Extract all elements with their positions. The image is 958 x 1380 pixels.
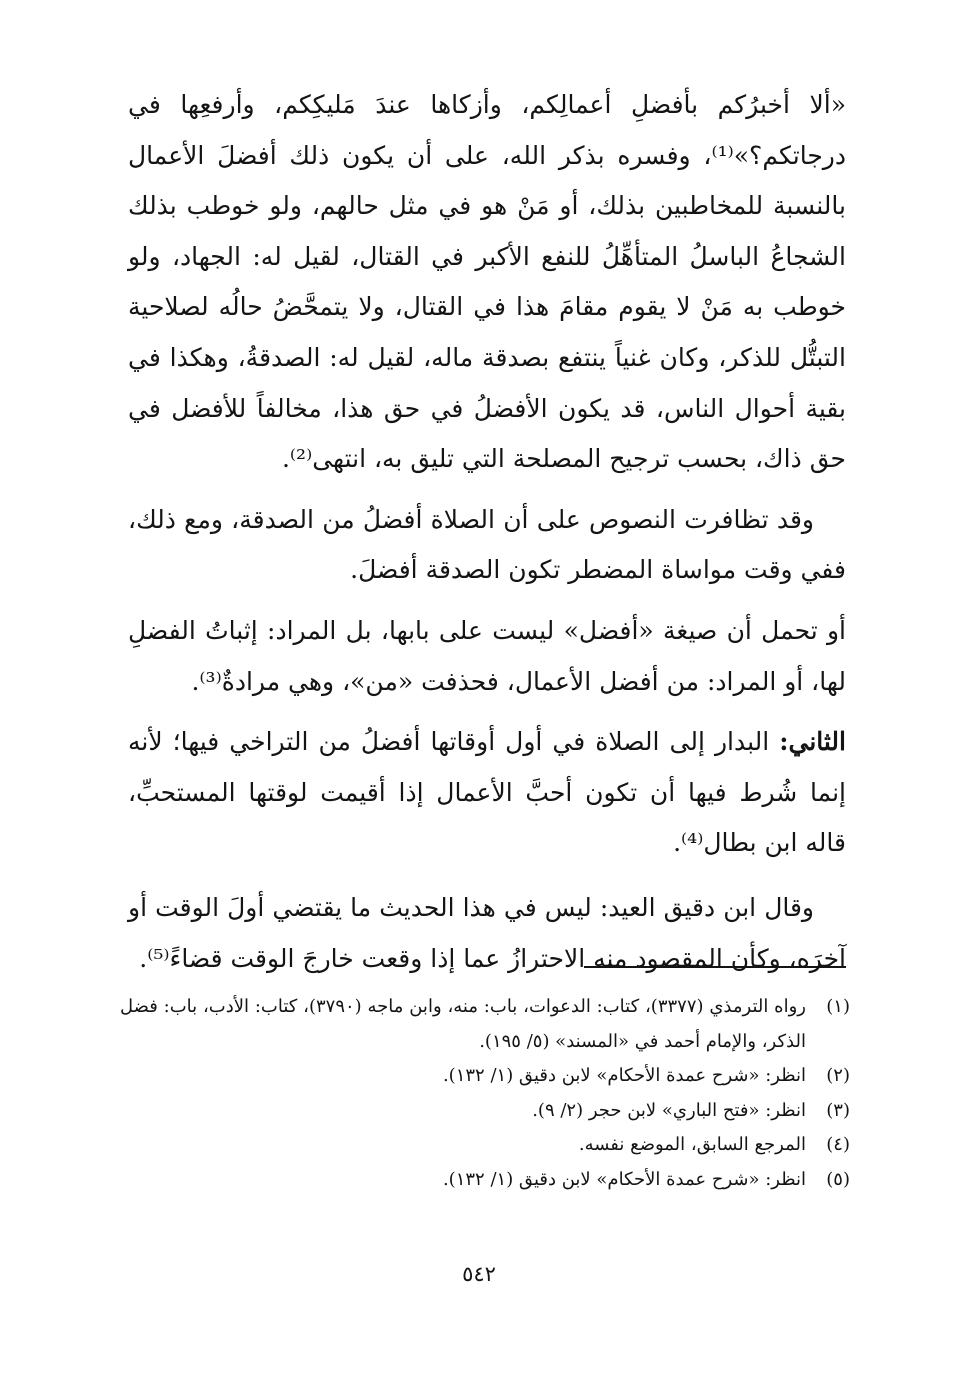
footnote-divider bbox=[584, 966, 846, 968]
footnote-5 bbox=[120, 1163, 850, 1198]
paragraph-3: أو تحمل أن صيغة «أفضل» ليست على بابها، بل المراد: إثباتُ الفضلِ لها، أو المراد: من أفضل الأعمال، فحذفت «من»، وهي مرادةٌ⁽³⁾. bbox=[128, 615, 846, 696]
page-number: ٥٤٢ bbox=[462, 1262, 496, 1286]
footnote-text: رواه الترمذي (٣٣٧٧)، كتاب: الدعوات، باب: منه، وابن ماجه (٣٧٩٠)، كتاب: الأدب، باب: فضل الذكر، والإمام أحمد في «المسند» (٥/ ١٩٥). bbox=[120, 996, 807, 1052]
lead-word-second: الثاني: bbox=[779, 727, 846, 757]
footnote-number: (٥) bbox=[826, 1168, 850, 1190]
footnote-3 bbox=[120, 1094, 850, 1129]
paragraph-2: وقد تظافرت النصوص على أن الصلاة أفضلُ من الصدقة، ومع ذلك، ففي وقت مواساة المضطر تكون الصدقة أفضلَ. bbox=[128, 504, 846, 585]
paragraph-5: وقال ابن دقيق العيد: ليس في هذا الحديث ما يقتضي أولَ الوقت أو آخرَه، وكأن المقصود منه الاحترازُ عما إذا وقعت خارجَ الوقت قضاءً⁽⁵⁾. bbox=[128, 892, 846, 973]
paragraph-4 bbox=[128, 717, 846, 869]
footnote-number: (٣) bbox=[826, 1099, 850, 1121]
paragraph-1: «ألا أخبرُكم بأفضلِ أعمالِكم، وأزكاها عندَ مَليكِكم، وأرفعِها في درجاتكم؟»⁽¹⁾، وفسره بذكر الله، على أن يكون ذلك أفضلَ الأعمال بالنسبة للمخاطبين بذلك، أو مَنْ هو في مثل حالهم، ولو خوطب بذلك الشجاعُ الباسلُ المتأهِّلُ للنفع الأكبر في القتال، لقيل له: الجهاد، ولو خوطب به مَنْ لا يقوم مقامَ هذا في القتال، ولا يتمحَّضُ حالُه لصلاحية التبتُّل للذكر، وكان غنياً ينتفع بصدقة ماله، لقيل له: الصدقةُ، وهكذا في بقية أحوال الناس، قد يكون الأفضلُ في حق هذا، مخالفاً للأفضل في حق ذاك، بحسب ترجيح المصلحة التي تليق به، انتهى⁽²⁾. bbox=[128, 90, 847, 474]
footnote-text: انظر: «شرح عمدة الأحكام» لابن دقيق (١/ ١٣٢). bbox=[442, 1168, 806, 1190]
footnote-number: (٤) bbox=[826, 1134, 850, 1156]
paragraph-4-text: البدار إلى الصلاة في أول أوقاتها أفضلُ من التراخي فيها؛ لأنه إنما شُرط فيها أن تكون أحبَّ الأعمال إذا أقيمت لوقتها المستحبِّ، قاله ابن بطال⁽⁴⁾. bbox=[128, 727, 846, 858]
footnote-4 bbox=[120, 1128, 850, 1163]
footnote-text: انظر: «شرح عمدة الأحكام» لابن دقيق (١/ ١٣٢). bbox=[442, 1065, 806, 1087]
footnotes bbox=[120, 990, 850, 1198]
main-text bbox=[128, 80, 846, 984]
footnote-text: المرجع السابق، الموضع نفسه. bbox=[578, 1134, 806, 1156]
footnote-number: (١) bbox=[826, 996, 850, 1017]
footnote-1 bbox=[120, 990, 850, 1059]
footnote-number: (٢) bbox=[826, 1065, 850, 1087]
footnote-text: انظر: «فتح الباري» لابن حجر (٢/ ٩). bbox=[532, 1099, 806, 1121]
footnote-2 bbox=[120, 1059, 850, 1094]
